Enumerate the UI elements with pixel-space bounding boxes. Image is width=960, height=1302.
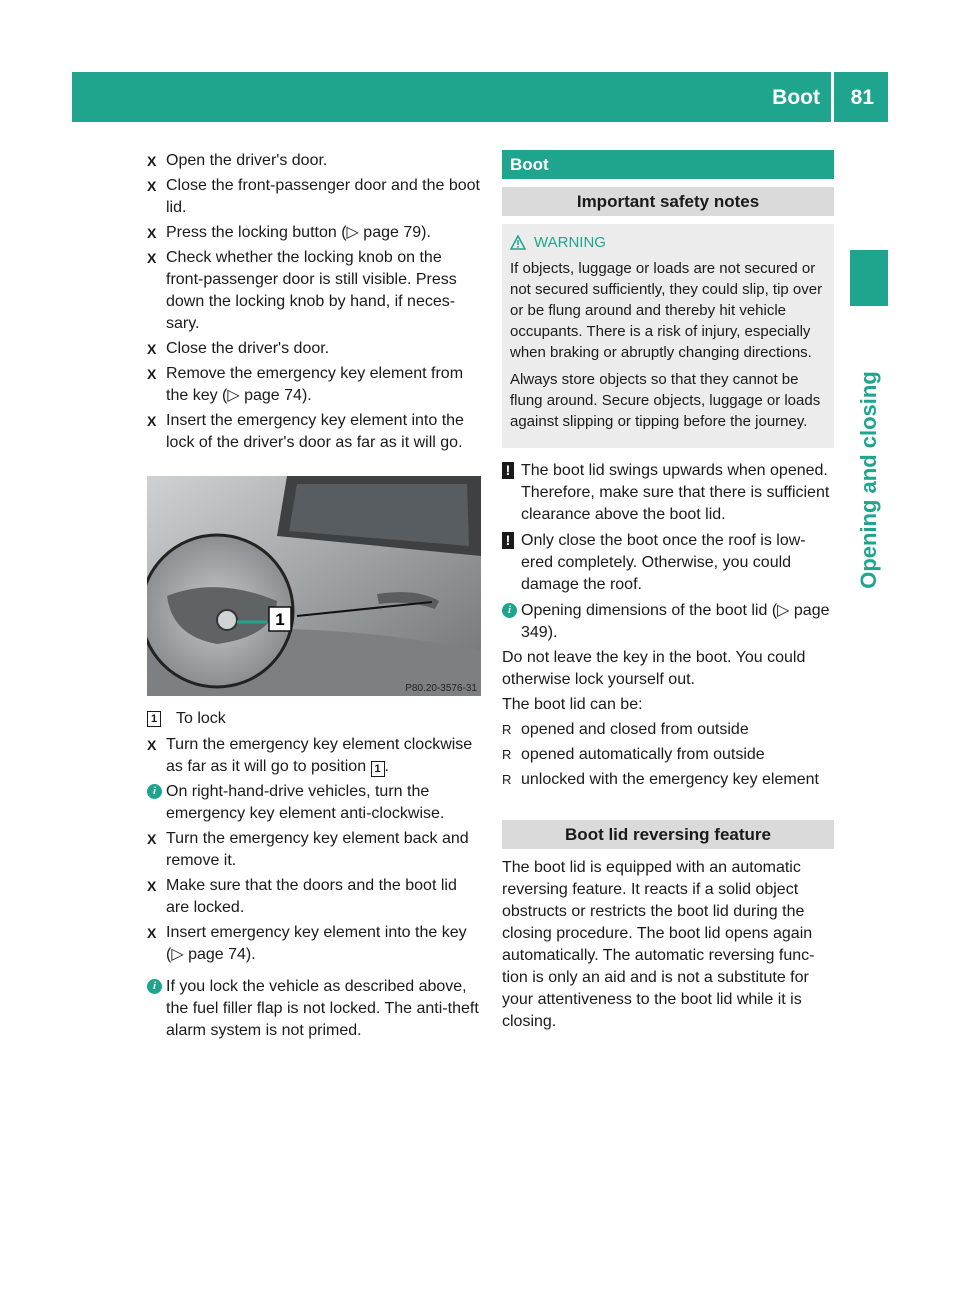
step: X Insert emergency key element into the key (▷ page 74). [147, 924, 467, 963]
section-title: Boot [502, 150, 834, 179]
door-lock-photo [147, 476, 481, 696]
step: X Close the front-passenger door and the boot lid. [147, 177, 480, 216]
warning-heading: WARNING [510, 232, 826, 253]
info-note: i On right-hand-drive vehicles, turn the emergency key element anti-clockwise. [147, 781, 481, 825]
legend-item: 1 To lock [147, 708, 481, 730]
step-marker-icon: X [147, 225, 157, 241]
list-item: R opened and closed from outside [502, 719, 834, 741]
page-number: 81 [850, 86, 874, 109]
list-item: R opened automatically from outside [502, 744, 834, 766]
info-note: i Opening dimensions of the boot lid (▷ page 349). [502, 600, 834, 644]
step: X Make sure that the doors and the boot lid are locked. [147, 877, 457, 916]
step: X Press the locking button (▷ page 79). [147, 222, 481, 244]
header-bar [72, 72, 888, 122]
list-item: R unlocked with the emergency key element [502, 769, 834, 791]
header-separator [831, 72, 834, 122]
exclamation-icon: ! [502, 462, 514, 479]
step: X Turn the emergency key element clockwise as far as it will go to position 1 . [147, 736, 473, 775]
side-tab-label: Opening and closing [856, 371, 881, 589]
step-marker-icon: X [147, 366, 157, 382]
step-marker-icon: X [147, 250, 157, 266]
step: X Close the driver's door. [147, 338, 481, 360]
paragraph: Do not leave the key in the boot. You could otherwise lock yourself out. [502, 649, 806, 688]
warning-box [502, 224, 834, 448]
step-marker-icon: X [147, 831, 157, 847]
step-marker-icon: X [147, 341, 157, 357]
position-number: 1 [371, 761, 385, 777]
step-marker-icon: X [147, 178, 157, 194]
warning-triangle-icon [510, 235, 526, 250]
info-icon: i [502, 603, 517, 618]
step-marker-icon: X [147, 878, 157, 894]
left-column [147, 150, 481, 1045]
callout-number: 1 [275, 610, 285, 629]
bullet-icon: R [502, 722, 512, 737]
exclamation-icon: ! [502, 532, 514, 549]
step: X Turn the emergency key element back and remove it. [147, 830, 469, 869]
paragraph: The boot lid can be: [502, 696, 643, 713]
step: X Open the driver's door. [147, 150, 481, 172]
header-title: Boot [772, 86, 820, 109]
notice: ! The boot lid swings upwards when opened. Therefore, make sure that there is sufficient clearance above the boot lid. [502, 460, 834, 526]
step: X Remove the emergency key element from the key (▷ page 74). [147, 365, 464, 404]
warning-text: If objects, luggage or loads are not secured or not secured sufficiently, they could slip, tip over or be flung around and thereby hit vehicle occupants. There is a risk of injury, especially when braking or abruptly changing directions. [510, 260, 823, 361]
subsection-title: Important safety notes [502, 187, 834, 216]
notice: ! Only close the boot once the roof is low-ered completely. Otherwise, you could damage the roof. [502, 530, 834, 596]
step-marker-icon: X [147, 925, 157, 941]
warning-text: Always store objects so that they cannot be flung around. Secure objects, luggage or loads against slipping or tipping before the journey. [510, 371, 821, 430]
step-marker-icon: X [147, 413, 157, 429]
lock-cylinder [217, 610, 237, 630]
info-icon: i [147, 784, 162, 799]
legend-number: 1 [147, 711, 161, 727]
bullet-icon: R [502, 747, 512, 762]
info-icon: i [147, 979, 162, 994]
right-column [502, 150, 834, 1036]
step: X Insert the emergency key element into the lock of the driver's door as far as it will go. [147, 412, 464, 451]
info-note: i If you lock the vehicle as described above, the fuel filler flap is not locked. The anti-theft alarm system is not primed. [147, 976, 481, 1042]
side-tab-marker [850, 250, 888, 306]
image-code: P80.20-3576-31 [405, 683, 477, 694]
step: X Check whether the locking knob on the front-passenger door is still visible. Press down the locking knob by hand, if neces-sary. [147, 249, 457, 332]
step-marker-icon: X [147, 737, 157, 753]
bullet-icon: R [502, 772, 512, 787]
paragraph: The boot lid is equipped with an automatic reversing feature. It reacts if a solid object obstructs or restricts the boot lid during the closing procedure. The boot lid opens again automatically. The automatic reversing func-tion is only an aid and is not a substitute for your attentiveness to the boot lid while it is closing. [502, 859, 815, 1030]
subsection-title: Boot lid reversing feature [502, 820, 834, 849]
step-marker-icon: X [147, 153, 157, 169]
